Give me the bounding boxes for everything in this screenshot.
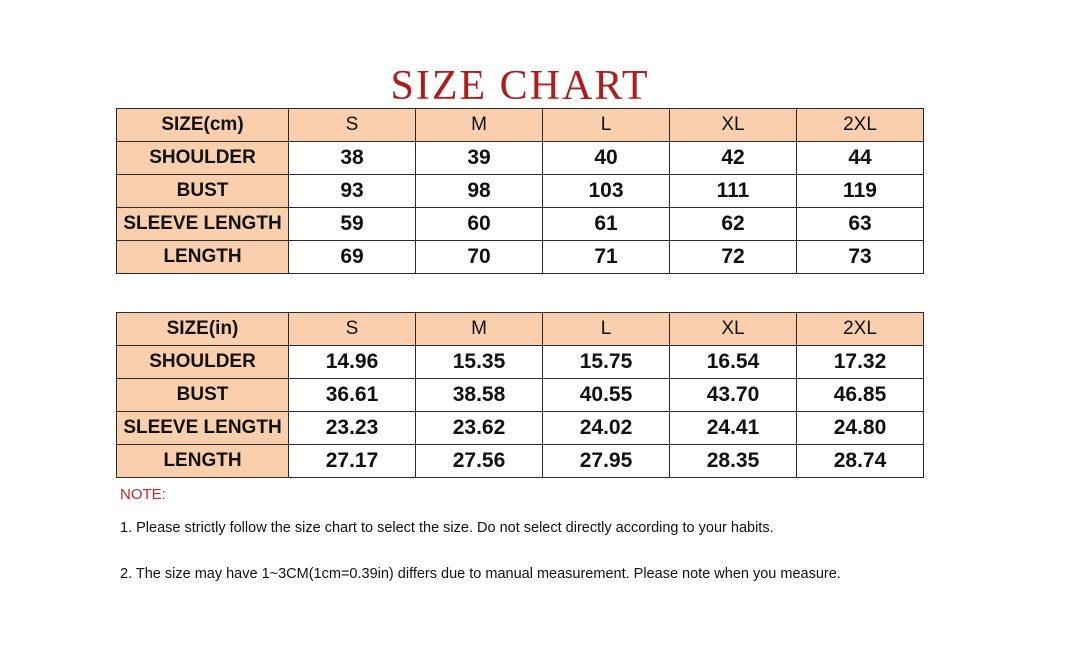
table-cell: 59 xyxy=(289,208,416,241)
header-cell: L xyxy=(543,109,670,142)
table-cell: 40 xyxy=(543,142,670,175)
table-row xyxy=(117,346,924,379)
table-cell: 70 xyxy=(416,241,543,274)
table-cell: 72 xyxy=(670,241,797,274)
table-cell: 24.41 xyxy=(670,412,797,445)
table-row xyxy=(117,208,924,241)
header-cell: 2XL xyxy=(797,109,924,142)
note-label: NOTE: xyxy=(120,486,166,503)
row-label: LENGTH xyxy=(117,445,289,478)
row-label: BUST xyxy=(117,379,289,412)
header-cell: S xyxy=(289,313,416,346)
table-cell: 38.58 xyxy=(416,379,543,412)
table-cell: 23.62 xyxy=(416,412,543,445)
row-label: BUST xyxy=(117,175,289,208)
table-cell: 98 xyxy=(416,175,543,208)
table-cell: 17.32 xyxy=(797,346,924,379)
table-cell: 62 xyxy=(670,208,797,241)
table-cell: 23.23 xyxy=(289,412,416,445)
table-header-row xyxy=(117,109,924,142)
table-cell: 16.54 xyxy=(670,346,797,379)
header-cell: M xyxy=(416,109,543,142)
note-item: 2. The size may have 1~3CM(1cm=0.39in) differs due to manual measurement. Please note when you measure. xyxy=(120,566,841,582)
table-cell: 119 xyxy=(797,175,924,208)
table-cell: 46.85 xyxy=(797,379,924,412)
table-cell: 27.56 xyxy=(416,445,543,478)
table-cell: 93 xyxy=(289,175,416,208)
size-table-in xyxy=(116,312,924,478)
table-cell: 73 xyxy=(797,241,924,274)
table-row xyxy=(117,142,924,175)
table-cell: 61 xyxy=(543,208,670,241)
row-label: SLEEVE LENGTH xyxy=(117,412,289,445)
table-cell: 63 xyxy=(797,208,924,241)
table-cell: 40.55 xyxy=(543,379,670,412)
table-cell: 39 xyxy=(416,142,543,175)
header-cell: SIZE(cm) xyxy=(117,109,289,142)
table-cell: 43.70 xyxy=(670,379,797,412)
header-cell: L xyxy=(543,313,670,346)
header-cell: S xyxy=(289,109,416,142)
table-cell: 103 xyxy=(543,175,670,208)
table-row xyxy=(117,379,924,412)
table-cell: 28.74 xyxy=(797,445,924,478)
header-cell: 2XL xyxy=(797,313,924,346)
table-cell: 69 xyxy=(289,241,416,274)
table-cell: 24.80 xyxy=(797,412,924,445)
table-row xyxy=(117,241,924,274)
table-cell: 36.61 xyxy=(289,379,416,412)
table-cell: 15.75 xyxy=(543,346,670,379)
page-title: SIZE CHART xyxy=(390,63,650,109)
table-header-row xyxy=(117,313,924,346)
size-table-cm xyxy=(116,108,924,274)
table-cell: 42 xyxy=(670,142,797,175)
header-cell: SIZE(in) xyxy=(117,313,289,346)
table-cell: 28.35 xyxy=(670,445,797,478)
row-label: SLEEVE LENGTH xyxy=(117,208,289,241)
table-cell: 71 xyxy=(543,241,670,274)
table-cell: 15.35 xyxy=(416,346,543,379)
table-cell: 27.17 xyxy=(289,445,416,478)
header-cell: XL xyxy=(670,109,797,142)
table-cell: 14.96 xyxy=(289,346,416,379)
header-cell: XL xyxy=(670,313,797,346)
table-cell: 111 xyxy=(670,175,797,208)
table-cell: 60 xyxy=(416,208,543,241)
table-cell: 44 xyxy=(797,142,924,175)
table-row xyxy=(117,412,924,445)
table-cell: 24.02 xyxy=(543,412,670,445)
row-label: LENGTH xyxy=(117,241,289,274)
table-cell: 27.95 xyxy=(543,445,670,478)
note-item: 1. Please strictly follow the size chart to select the size. Do not select directly according to your habits. xyxy=(120,520,774,536)
table-cell: 38 xyxy=(289,142,416,175)
row-label: SHOULDER xyxy=(117,346,289,379)
header-cell: M xyxy=(416,313,543,346)
table-row xyxy=(117,175,924,208)
table-row xyxy=(117,445,924,478)
row-label: SHOULDER xyxy=(117,142,289,175)
